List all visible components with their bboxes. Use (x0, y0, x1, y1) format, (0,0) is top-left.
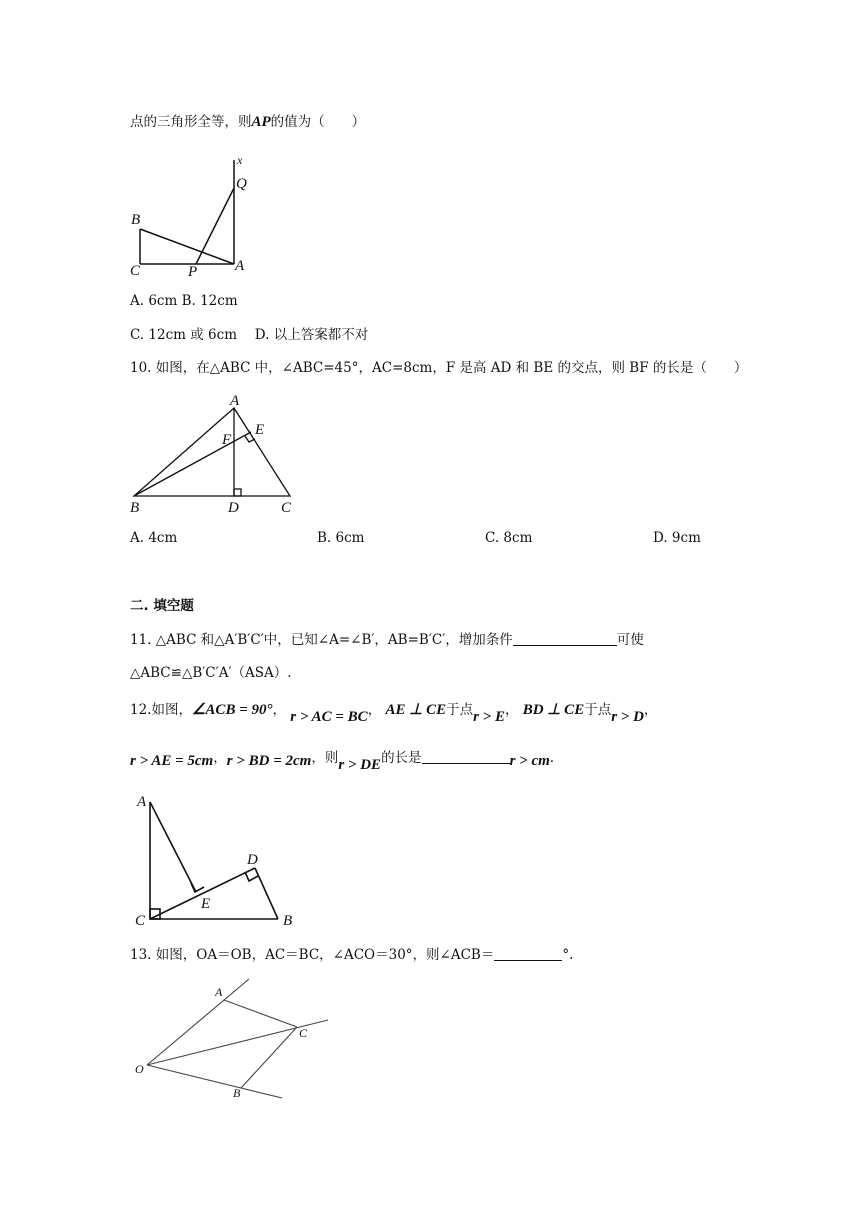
q12-line1 (130, 700, 658, 725)
q12-segment-ae (150, 802, 196, 892)
q13-stem-pre: 13. 如图，OA＝OB，AC＝BC，∠ACO＝30°，则∠ACB＝ (130, 947, 495, 963)
q12-answer-blank[interactable] (422, 749, 510, 764)
q12-right-angle-d (245, 872, 258, 881)
q9-stem-math: AP (251, 114, 271, 130)
q9-label-p: P (188, 264, 198, 280)
q13-stem-post: °. (562, 947, 574, 963)
q13-stem (130, 945, 573, 965)
q13-label-b: B (233, 1086, 241, 1100)
q12-sep: ， (504, 702, 519, 718)
q12-label-e: E (201, 896, 211, 912)
q9-label-q: Q (236, 176, 247, 192)
q12-math-cm: r > cm (509, 753, 550, 769)
q10-label-a: A (230, 393, 240, 409)
q12-label-d: D (247, 852, 258, 868)
q9-figure (140, 160, 234, 264)
q10-stem: 10. 如图，在△ABC 中，∠ABC=45°，AC=8cm，F 是高 AD 和 BE 的交点，则 BF 的长是（ ） (130, 360, 748, 376)
q12-math-ae: r > AE = 5cm (130, 753, 214, 769)
q9-options-ab: A. 6cm B. 12cm (130, 293, 238, 309)
q9-segment-ba (140, 229, 234, 264)
q12-sep: ， (272, 702, 286, 718)
q10-label-e: E (255, 422, 265, 438)
q10-label-c: C (281, 500, 292, 516)
q13-ray-ob (147, 1065, 282, 1098)
q13-label-a: A (215, 985, 223, 999)
q9-stem-pre: 点的三角形全等，则 (130, 114, 252, 130)
q9-label-x: x (237, 153, 243, 167)
q12-math-angle: ∠ACB = 90° (191, 702, 273, 718)
q10-option-d: D. 9cm (653, 530, 701, 546)
q10-option-b: B. 6cm (317, 530, 365, 546)
q13-label-o: O (135, 1062, 144, 1076)
q10-option-a: A. 4cm (130, 530, 178, 546)
q11-line1 (130, 630, 644, 650)
q9-label-c: C (130, 263, 141, 279)
q12-label-c: C (135, 913, 146, 929)
q10-figure (134, 408, 290, 496)
q12-label-b: B (283, 913, 293, 929)
q9-label-a: A (235, 258, 245, 274)
q12-label-a: A (137, 794, 147, 810)
q11-line1-pre: 11. △ABC 和△A′B′C′中，已知∠A=∠B′，AB=B′C′，增加条件 (130, 632, 513, 648)
q12-sep: ，则 (311, 750, 339, 766)
q10-label-b: B (130, 500, 140, 516)
q9-options-cd: C. 12cm 或 6cm D. 以上答案都不对 (130, 327, 369, 343)
q12-prefix: 12.如图， (130, 702, 192, 718)
q11-line1-post: 可使 (616, 632, 644, 648)
q12-math-ae-perp: AE ⊥ CE (385, 702, 447, 718)
q12-sep: ， (367, 702, 382, 718)
q12-figure (150, 802, 278, 919)
q11-line2: △ABC≌△B′C′A′（ASA）. (130, 665, 292, 681)
q9-stem-post: 的值为（ ） (270, 114, 366, 130)
q9-segment-pq (196, 188, 234, 264)
q11-answer-blank[interactable] (513, 631, 617, 646)
q13-label-c: C (299, 1026, 308, 1040)
q12-line2 (130, 748, 555, 773)
q10-label-d: D (228, 500, 239, 516)
q13-answer-blank[interactable] (494, 946, 562, 961)
q13-segment-bc (241, 1027, 297, 1088)
section-title: 二. 填空题 (130, 598, 194, 614)
q12-math-ac-bc: r > AC = BC (290, 709, 368, 725)
q12-math-d: r > D (611, 709, 644, 725)
q12-sep: ， (643, 702, 658, 718)
q12-text: 于点 (584, 702, 612, 718)
q12-math-bd-perp: BD ⊥ CE (522, 702, 585, 718)
q12-math-de: r > DE (338, 757, 382, 773)
q12-math-e: r > E (473, 709, 505, 725)
q10-option-c: C. 8cm (485, 530, 533, 546)
q12-segment-db (255, 868, 278, 919)
q12-text: 于点 (446, 702, 474, 718)
q12-math-bd: r > BD = 2cm (226, 753, 312, 769)
q12-end: . (549, 750, 555, 766)
q10-label-f: F (222, 432, 232, 448)
q9-label-b: B (131, 212, 141, 228)
q12-text: 的长是 (381, 750, 422, 766)
q13-segment-ac (224, 1000, 297, 1027)
q12-sep: ， (213, 750, 227, 766)
q10-right-angle-d (234, 489, 241, 496)
